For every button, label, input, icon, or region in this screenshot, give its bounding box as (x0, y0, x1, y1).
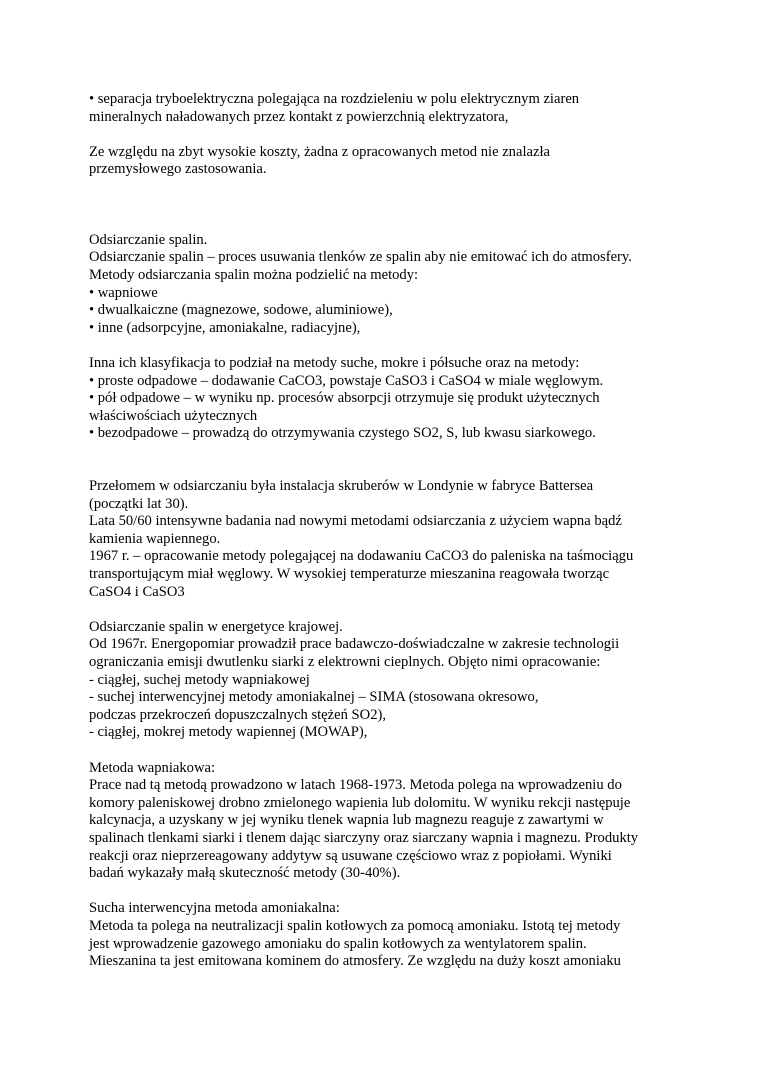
text-line: Ze względu na zbyt wysokie koszty, żadna z opracowanych metod nie znalazła (89, 143, 550, 160)
text-line: ograniczania emisji dwutlenku siarki z elektrowni cieplnych. Objęto nimi opracowanie: (89, 654, 601, 670)
text-line: przemysłowego zastosowania. (89, 161, 267, 178)
text-line: • separacja tryboelektryczna polegająca na rozdzieleniu w polu elektrycznym ziaren (89, 91, 580, 107)
text-line: Odsiarczanie spalin. (89, 231, 208, 248)
text-line: - ciągłej, mokrej metody wapiennej (MOWAP), (89, 724, 368, 741)
text-line: Od 1967r. Energopomiar prowadził prace badawczo-doświadczalne w zakresie technologii (89, 636, 620, 653)
text-line: • proste odpadowe – dodawanie CaCO3, powstaje CaSO3 i CaSO4 w miale węglowym. (89, 372, 604, 389)
text-line: - suchej interwencyjnej metody amoniakalnej – SIMA (stosowana okresowo, (89, 689, 539, 706)
text-line: • bezodpadowe – prowadzą do otrzymywania czystego SO2, S, lub kwasu siarkowego. (89, 425, 596, 442)
text-line: Mieszanina ta jest emitowana kominem do atmosfery. Ze względu na duży koszt amoniaku (89, 953, 621, 970)
text-line: Inna ich klasyfikacja to podział na metody suche, mokre i półsuche oraz na metody: (89, 354, 580, 371)
text-line: reakcji oraz nieprzereagowany addytyw są usuwane częściowo wraz z popiołami. Wyniki (89, 847, 612, 864)
blank-line (89, 126, 679, 144)
text-line: Sucha interwencyjna metoda amoniakalna: (89, 900, 340, 917)
blank-line (89, 179, 679, 197)
text-line: kamienia wapiennego. (89, 530, 221, 547)
text-line: • inne (adsorpcyjne, amoniakalne, radiacyjne), (89, 319, 361, 336)
text-line: - ciągłej, suchej metody wapniakowej (89, 671, 310, 688)
text-line: Lata 50/60 intensywne badania nad nowymi metodami odsiarczania z użyciem wapna bądź (89, 513, 622, 530)
text-line: 1967 r. – opracowanie metody polegającej na dodawaniu CaCO3 do paleniska na taśmociągu (89, 548, 634, 565)
text-line: • wapniowe (89, 284, 158, 301)
text-line: Metoda ta polega na neutralizacji spalin kotłowych za pomocą amoniaku. Istotą tej metody (89, 917, 621, 934)
text-line: Przełomem w odsiarczaniu była instalacja skruberów w Londynie w fabryce Battersea (89, 478, 594, 495)
text-line: (początki lat 30). (89, 495, 189, 512)
text-line: Prace nad tą metodą prowadzono w latach 1968-1973. Metoda polega na wprowadzeniu do (89, 777, 622, 794)
blank-line (89, 443, 679, 461)
blank-line (89, 883, 679, 901)
text-line: kalcynacja, a uzyskany w jej wyniku tlenek wapnia lub magnezu reaguje z zawartymi w (89, 812, 604, 829)
text-line: transportującym miał węglowy. W wysokiej temperaturze mieszanina reagowała tworząc (89, 566, 610, 583)
blank-line (89, 742, 679, 760)
text-line: badań wykazały małą skuteczność metody (30-40%). (89, 865, 401, 882)
blank-line (89, 197, 679, 215)
text-line: jest wprowadzenie gazowego amoniaku do spalin kotłowych za wentylatorem spalin. (89, 935, 587, 952)
text-line: Metoda wapniakowa: (89, 759, 216, 776)
text-line: • dwualkaiczne (magnezowe, sodowe, aluminiowe), (89, 302, 393, 319)
text-line: komory paleniskowej drobno zmielonego wapienia lub dolomitu. W wyniku rekcji następuje (89, 794, 631, 811)
blank-line (89, 460, 679, 478)
text-line: podczas przekroczeń dopuszczalnych stężeń SO2), (89, 706, 387, 723)
text-line: Odsiarczanie spalin w energetyce krajowej. (89, 618, 343, 635)
text-line: właściwościach użytecznych (89, 407, 258, 424)
text-line: Odsiarczanie spalin – proces usuwania tlenków ze spalin aby nie emitować ich do atmosfery. (89, 249, 632, 266)
text-line: mineralnych naładowanych przez kontakt z powierzchnią elektryzatora, (89, 108, 509, 125)
blank-line (89, 337, 679, 355)
blank-line (89, 214, 679, 232)
text-line: • pół odpadowe – w wyniku np. procesów absorpcji otrzymuje się produkt użytecznych (89, 390, 600, 407)
blank-line (89, 601, 679, 619)
text-line: spalinach tlenkami siarki i tlenem dając siarczyny oraz siarczany wapnia i magnezu. Produkty (89, 829, 639, 846)
text-line: CaSO4 i CaSO3 (89, 583, 185, 600)
text-line: Metody odsiarczania spalin można podzielić na metody: (89, 266, 419, 283)
document-page (89, 91, 679, 971)
